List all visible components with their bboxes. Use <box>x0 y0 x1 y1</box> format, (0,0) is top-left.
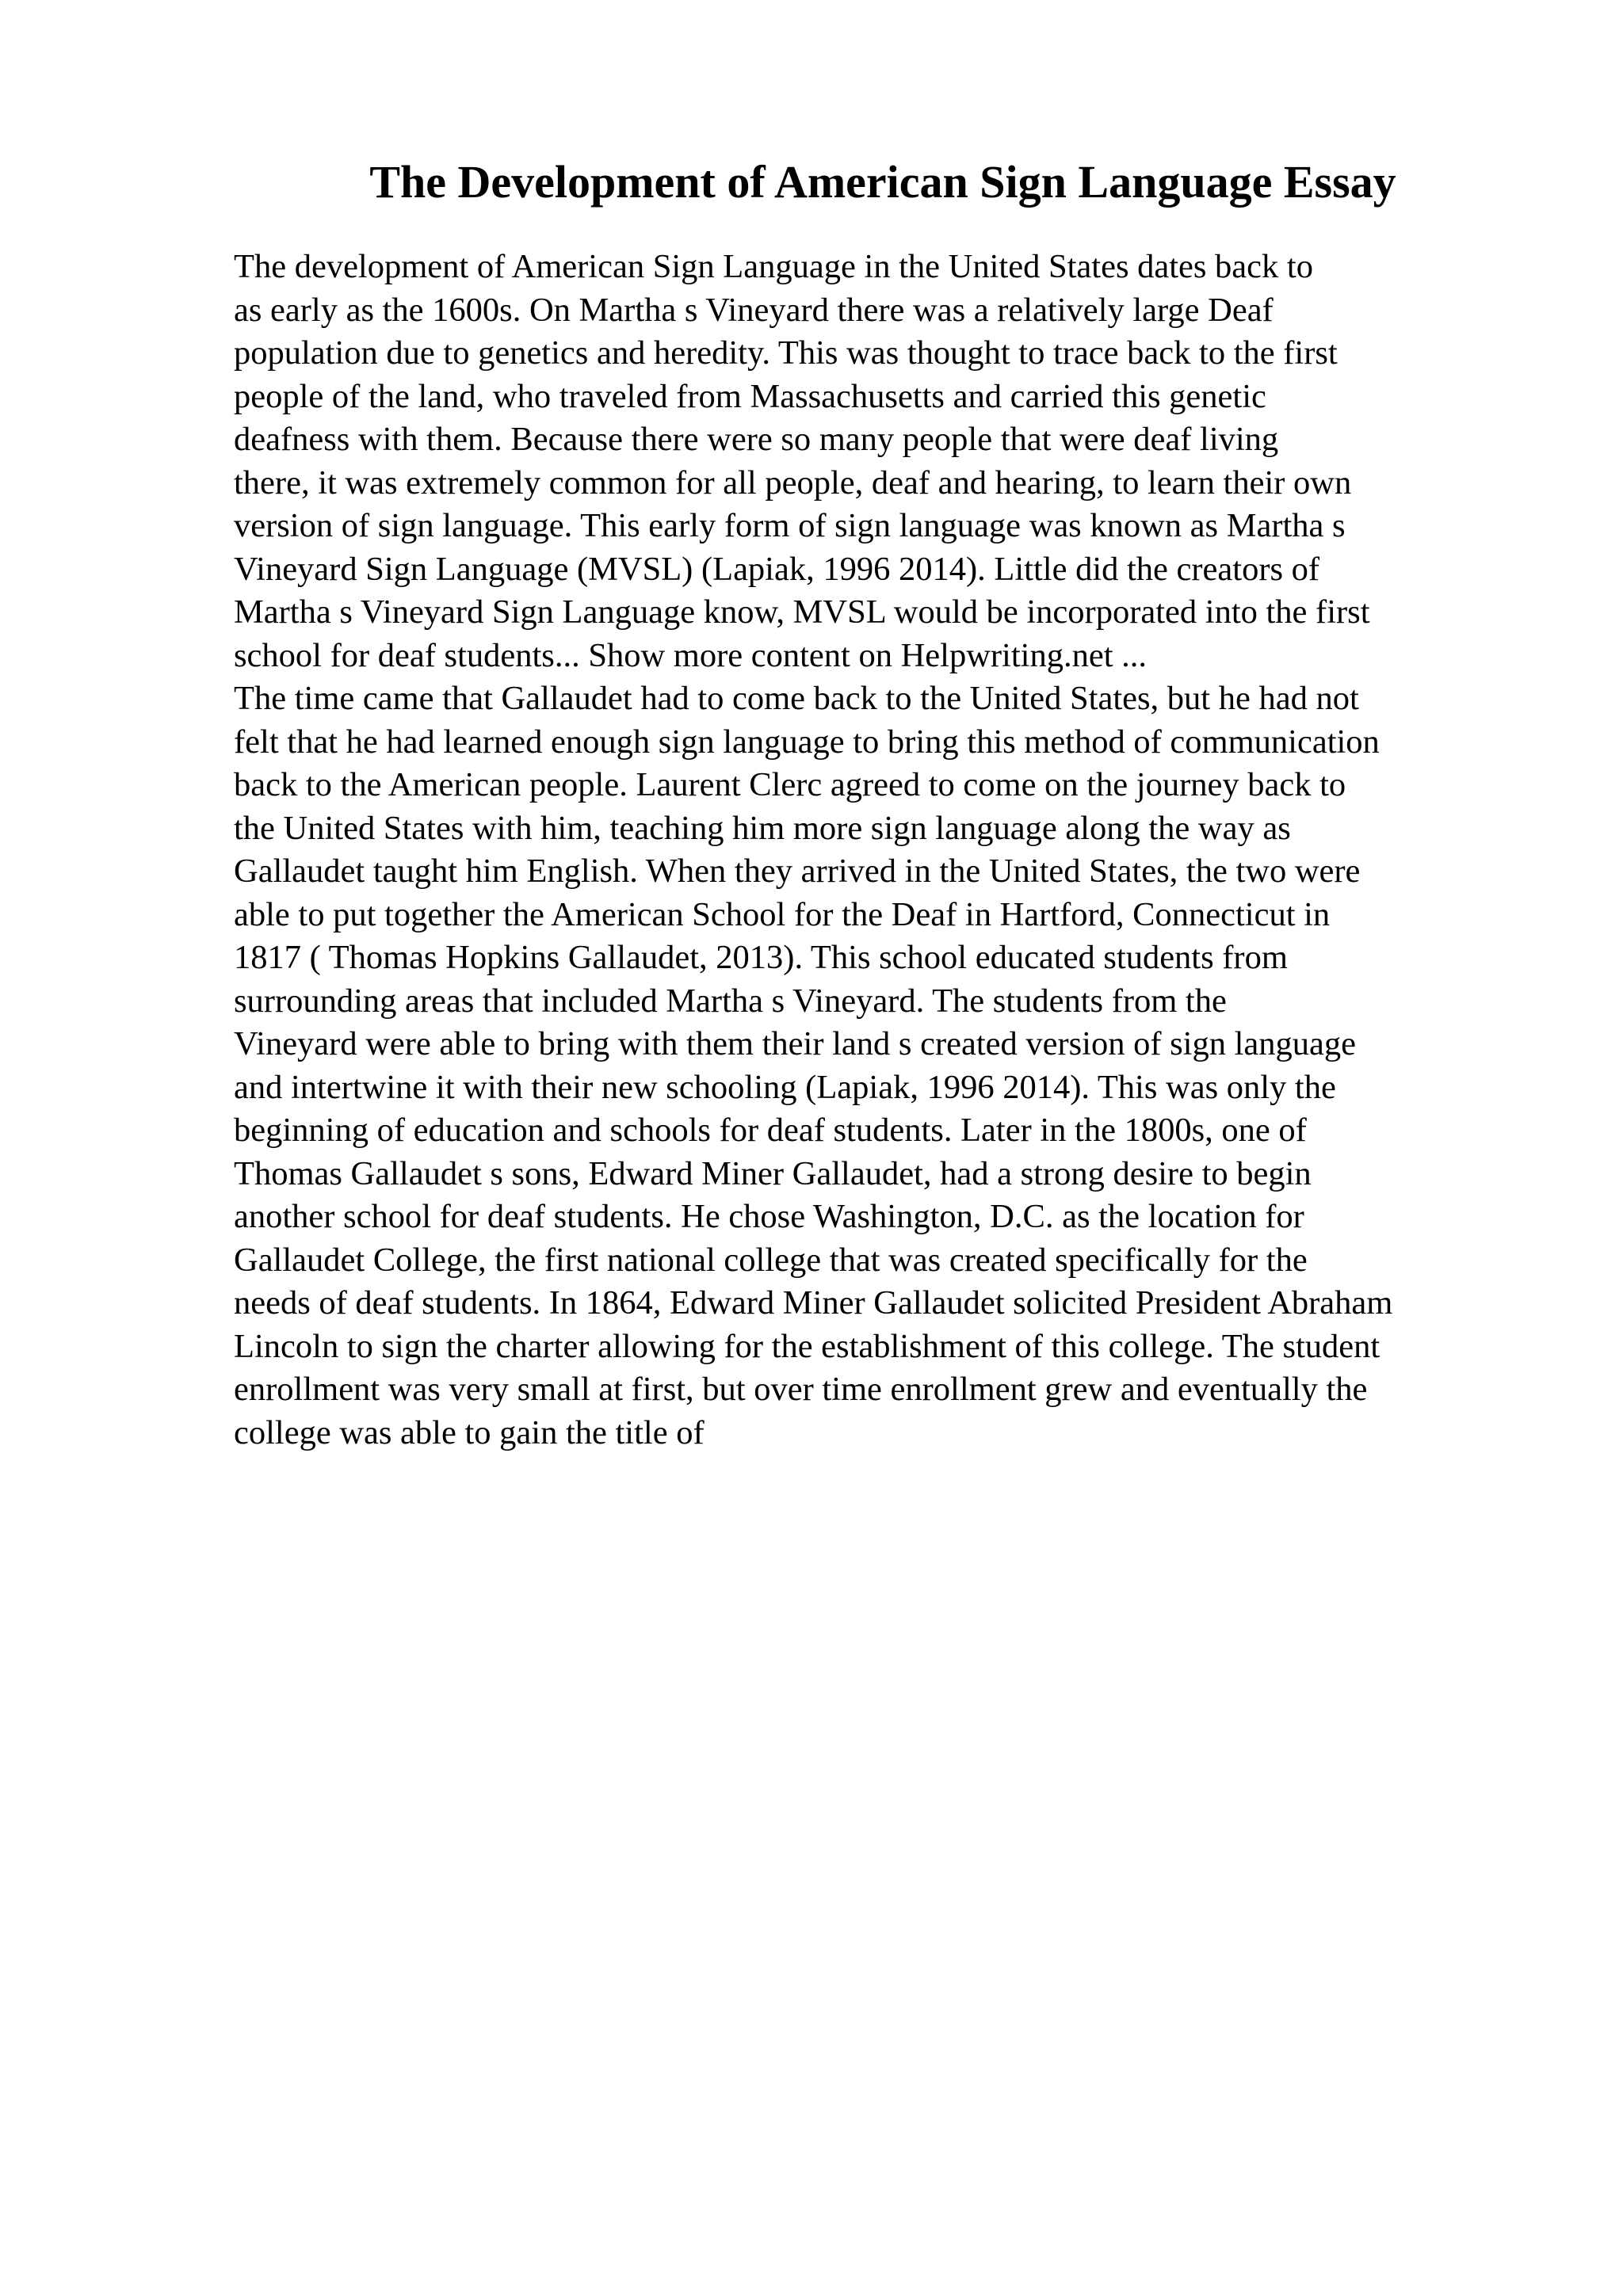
text-line: and intertwine it with their new schooling (Lapiak, 1996 2014). This was only the <box>234 1068 1336 1106</box>
text-line: Gallaudet taught him English. When they arrived in the United States, the two were <box>234 852 1361 890</box>
text-line: felt that he had learned enough sign language to bring this method of communication <box>234 723 1380 761</box>
text-line: people of the land, who traveled from Massachusetts and carried this genetic <box>234 377 1266 415</box>
text-line: needs of deaf students. In 1864, Edward Miner Gallaudet solicited President Abraham <box>234 1284 1393 1322</box>
text-line: as early as the 1600s. On Martha s Vineyard there was a relatively large Deaf <box>234 291 1274 329</box>
text-line: able to put together the American School for the Deaf in Hartford, Connecticut in <box>234 895 1331 933</box>
text-line: back to the American people. Laurent Clerc agreed to come on the journey back to <box>234 766 1346 803</box>
text-line: enrollment was very small at first, but over time enrollment grew and eventually the <box>234 1371 1368 1408</box>
text-line: The development of American Sign Language in the United States dates back to <box>234 248 1313 285</box>
essay-body <box>234 246 1597 1455</box>
text-line: beginning of education and schools for deaf students. Later in the 1800s, one of <box>234 1112 1307 1149</box>
text-line: Vineyard were able to bring with them their land s created version of sign language <box>234 1025 1357 1062</box>
text-line: deafness with them. Because there were so many people that were deaf living <box>234 421 1279 458</box>
text-line: Lincoln to sign the charter allowing for the establishment of this college. The student <box>234 1327 1381 1365</box>
document-title: The Development of American Sign Language Essay <box>369 156 1396 208</box>
text-line: Vineyard Sign Language (MVSL) (Lapiak, 1996 2014). Little did the creators of <box>234 550 1320 588</box>
text-line: the United States with him, teaching him more sign language along the way as <box>234 809 1291 847</box>
text-line: version of sign language. This early form of sign language was known as Martha s <box>234 507 1346 544</box>
text-line: Martha s Vineyard Sign Language know, MVSL would be incorporated into the first <box>234 593 1370 631</box>
text-line: surrounding areas that included Martha s Vineyard. The students from the <box>234 982 1227 1020</box>
text-line: Thomas Gallaudet s sons, Edward Miner Gallaudet, had a strong desire to begin <box>234 1154 1312 1192</box>
text-line: Gallaudet College, the first national college that was created specifically for the <box>234 1241 1308 1279</box>
text-line: another school for deaf students. He chose Washington, D.C. as the location for <box>234 1198 1304 1235</box>
text-line: population due to genetics and heredity. This was thought to trace back to the first <box>234 334 1338 372</box>
text-line: 1817 ( Thomas Hopkins Gallaudet, 2013). This school educated students from <box>234 939 1288 976</box>
text-line: The time came that Gallaudet had to come back to the United States, but he had not <box>234 680 1359 717</box>
text-line: there, it was extremely common for all people, deaf and hearing, to learn their own <box>234 463 1352 502</box>
text-line: college was able to gain the title of <box>234 1413 705 1451</box>
text-line: school for deaf students... Show more content on Helpwriting.net ... <box>234 636 1148 674</box>
